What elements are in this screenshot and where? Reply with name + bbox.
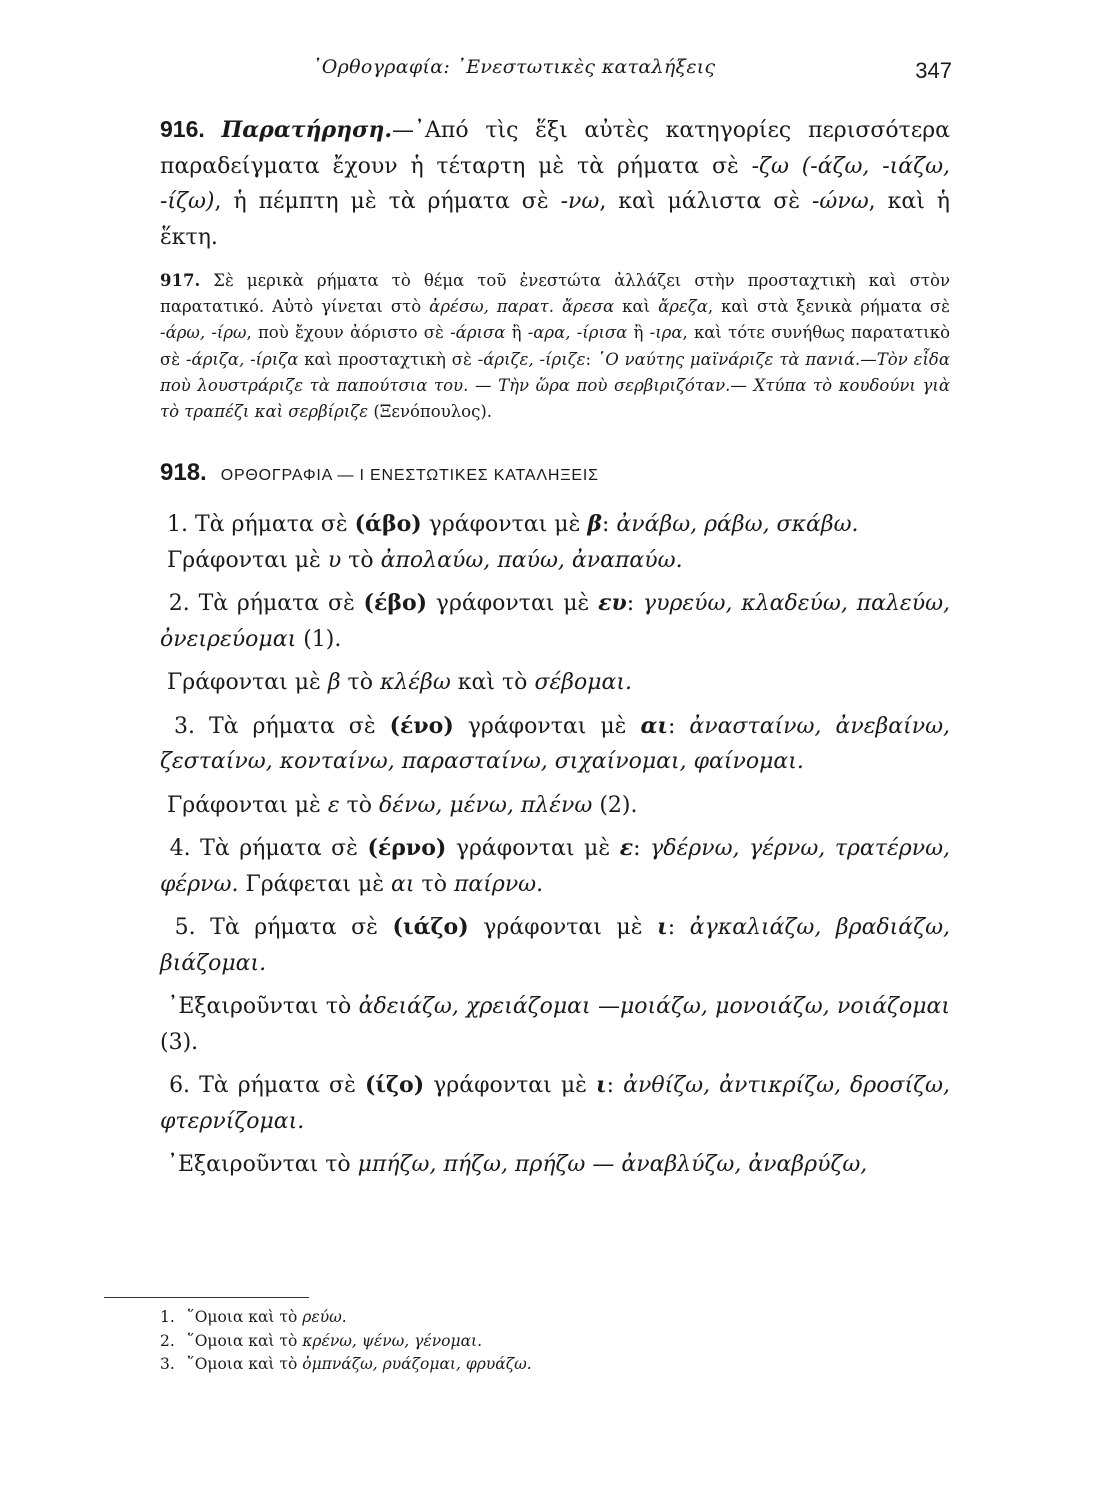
section-number: 917.: [160, 271, 201, 290]
text: καὶ προσταχτικὴ σὲ: [298, 349, 478, 369]
examples: ἀνθίζω, ἀντικρίζω, δροσίζω, φτερνίζομαι.: [160, 1073, 950, 1134]
text: —᾿Από τὶς ἕξι αὐτὲς κατηγορίες περισσότερα παραδείγματα ἔχουν ἡ τέταρτη μὲ τὰ ρήματα σὲ: [160, 118, 950, 179]
text: -ιρα: [649, 323, 683, 343]
text: ἀρέσω, παρατ. ἄρεσα: [429, 297, 615, 317]
text: τὸ: [339, 792, 380, 818]
text: -άριζα, -ίριζα: [185, 349, 299, 369]
text: τὸ: [414, 871, 454, 897]
examples: ἀνασταίνω, ἀνεβαίνω, ζεσταίνω, κονταίνω, παρασταίνω, σιχαίνομαι, φαίνομαι.: [160, 713, 951, 775]
footnotes: [160, 1306, 860, 1377]
footnote-ref: (3).: [160, 1029, 199, 1055]
text: :: [606, 1073, 624, 1099]
examples: δένω, μένω, πλένω: [379, 792, 593, 818]
main-text: [160, 112, 950, 1183]
text: Σὲ μερικὰ ρήματα τὸ θέμα τοῦ ἐνεστώτα ἀλλάζει στὴν προσταχτικὴ καὶ στὸν παρατατικό. Αὐτὸ γίνεται στὸ: [160, 271, 950, 317]
running-head-title: ᾿Ορθογραφία: ᾿Ενεστωτικὲς καταλήξεις: [312, 56, 716, 78]
text: -νω: [560, 189, 600, 214]
text: ἄρεζα: [658, 297, 708, 317]
text: ᾿Εξαιροῦνται τὸ: [167, 994, 359, 1020]
text: γράφονται μὲ: [468, 915, 658, 941]
text: -άρισα: [450, 323, 506, 343]
running-head: [160, 56, 952, 90]
section-918-heading: [160, 459, 950, 487]
text: Τὰ ρήματα σὲ: [210, 915, 393, 941]
rule-2-note: [160, 665, 950, 701]
text: , καὶ στὰ ξενικὰ ρήματα σὲ: [707, 297, 950, 317]
text: Τὰ ρήματα σὲ: [199, 1073, 365, 1099]
letter: β: [327, 670, 341, 696]
rule-6: [160, 1068, 950, 1139]
text: , ποὺ ἔχουν ἀόριστο σὲ: [246, 323, 451, 343]
footnote-number: 2.: [160, 1331, 175, 1350]
examples: ἀπολαύω, παύω, ἀναπαύω.: [380, 547, 683, 573]
ending: (ίζο): [364, 1072, 425, 1099]
ending: (έρνο): [367, 835, 447, 862]
rule-number: 2.: [168, 591, 190, 617]
footnote: [160, 1330, 860, 1354]
rule-4: [160, 831, 950, 902]
rule-number: 6.: [169, 1073, 191, 1099]
text: -άρω, -ίρω: [160, 323, 247, 343]
text: καὶ: [614, 297, 659, 317]
rule-5: [160, 910, 950, 981]
text: γράφονται μὲ: [446, 836, 620, 862]
examples: παίρνω.: [453, 871, 544, 897]
text: γράφονται μὲ: [424, 1073, 596, 1099]
text: , ἡ πέμπτη μὲ τὰ ρήματα σὲ: [214, 189, 561, 214]
footnote: [160, 1353, 860, 1377]
text: Γράφονται μὲ: [167, 670, 328, 696]
text: τὸ: [341, 547, 381, 573]
text: :: [585, 349, 597, 369]
examples: ἀγκαλιάζω, βραδιάζω, βιάζομαι.: [160, 915, 951, 976]
ending: (έβο): [363, 590, 428, 617]
letter: ε: [619, 835, 634, 862]
text: , καὶ μάλιστα σὲ: [599, 189, 812, 214]
text: :: [626, 591, 643, 617]
text: ῾Ο ναύτης μαϊνάριζε τὰ πανιά.—Τὸν εἶδα ποὺ λουστράριζε τὰ παπούτσια του. — Τὴν ὥρα ποὺ σερβιριζόταν.— Χτύπα τὸ κουδούνι γιὰ τὸ τραπέζι καὶ σερβίριζε: [160, 349, 951, 422]
text: ᾿Εξαιροῦνται τὸ: [167, 1152, 358, 1178]
footnote-ref: (2).: [599, 792, 638, 818]
examples: γυρεύω, κλαδεύω, παλεύω, ὀνειρεύομαι: [160, 591, 950, 652]
footnote-number: 1.: [160, 1308, 175, 1326]
letter: ε: [327, 792, 340, 818]
text: :: [667, 915, 690, 941]
text: Γράφεται μὲ: [238, 871, 392, 897]
text: :: [633, 836, 651, 862]
rule-number: 4.: [169, 836, 191, 862]
section-heading: ΟΡΘΟΓΡΑΦΙΑ — Ι ΕΝΕΣΤΩΤΙΚΕΣ ΚΑΤΑΛΗΞΕΙΣ: [220, 467, 599, 485]
rule-number: 1.: [167, 512, 188, 538]
footnote-ref: (1).: [303, 626, 342, 652]
page-number: 347: [915, 58, 952, 83]
rule-1-note: [160, 543, 950, 579]
text: Τὰ ρήματα σὲ: [195, 512, 355, 538]
text: γράφονται μὲ: [453, 713, 641, 739]
text: ἢ: [505, 323, 528, 343]
section-916: [160, 112, 950, 255]
examples: μπήζω, πήζω, πρήζω — ἀναβλύζω, ἀναβρύζω,: [357, 1152, 868, 1178]
examples: ἀδειάζω, χρειάζομαι —μοιάζω, μονοιάζω, νοιάζομαι: [358, 994, 950, 1020]
ending: (ιάζο): [392, 914, 469, 941]
text: :: [601, 512, 617, 538]
examples: σέβομαι.: [534, 670, 632, 696]
rule-3: [160, 709, 950, 780]
letter: ι: [657, 914, 668, 941]
examples: γδέρνω, γέρνω, τρατέρνω, φέρνω.: [160, 836, 951, 897]
text: Γράφονται μὲ: [167, 547, 328, 573]
footnote-divider: [104, 1297, 309, 1298]
letter: υ: [327, 547, 342, 573]
rule-number: 5.: [174, 915, 196, 941]
letter: ευ: [598, 590, 627, 617]
text: καὶ τὸ: [450, 670, 535, 696]
examples: ρεύω.: [302, 1308, 347, 1326]
text: , καὶ τότε συνήθως παρατατικὸ σὲ: [160, 323, 950, 369]
text: Γράφονται μὲ: [167, 792, 328, 818]
rule-1: [160, 507, 950, 543]
text: :: [668, 713, 690, 739]
rule-number: 3.: [174, 713, 195, 739]
footnote: [160, 1306, 860, 1330]
text: -άριζε, -ίριζε: [477, 349, 586, 369]
section-917: [160, 268, 950, 425]
text: Τὰ ρήματα σὲ: [200, 836, 368, 862]
text: τὸ: [340, 670, 380, 696]
text: -ζω (-άζω, -ιάζω, -ίζω): [160, 153, 951, 214]
letter: αι: [391, 871, 415, 897]
examples: ὀμπνάζω, ρυάζομαι, φρυάζω.: [302, 1355, 532, 1373]
text: ἢ: [627, 323, 650, 343]
text: -ώνω: [811, 189, 869, 214]
examples: ἀνάβω, ράβω, σκάβω.: [616, 512, 859, 538]
ending: (άβο): [354, 511, 422, 538]
text: γράφονται μὲ: [427, 591, 599, 617]
section-number: 916.: [160, 116, 205, 142]
rule-2: [160, 586, 950, 657]
section-number: 918.: [160, 459, 207, 487]
text: Τὰ ρήματα σὲ: [209, 713, 390, 739]
text: -αρα, -ίρισα: [527, 323, 628, 343]
rule-6-note: [160, 1147, 950, 1183]
text: (Ξενόπουλος).: [368, 402, 493, 422]
text: Τὰ ρήματα σὲ: [198, 591, 364, 617]
text: ῞Ομοια καὶ τὸ: [186, 1308, 303, 1326]
text: ῞Ομοια καὶ τὸ: [186, 1355, 303, 1373]
letter: β: [587, 511, 602, 538]
text: γράφονται μὲ: [421, 512, 588, 538]
letter: ι: [596, 1072, 607, 1099]
footnote-number: 3.: [160, 1355, 175, 1373]
letter: αι: [640, 712, 669, 739]
examples: κλέβω: [379, 670, 451, 696]
ending: (ένο): [389, 712, 454, 739]
examples: κρένω, ψένω, γένομαι.: [302, 1331, 483, 1350]
text: , καὶ ἡ ἕκτη.: [160, 189, 950, 250]
rule-3-note: [160, 788, 950, 824]
section-title: Παρατήρηση.: [221, 117, 393, 143]
text: ῞Ομοια καὶ τὸ: [186, 1331, 303, 1350]
rule-5-note: [160, 989, 950, 1060]
